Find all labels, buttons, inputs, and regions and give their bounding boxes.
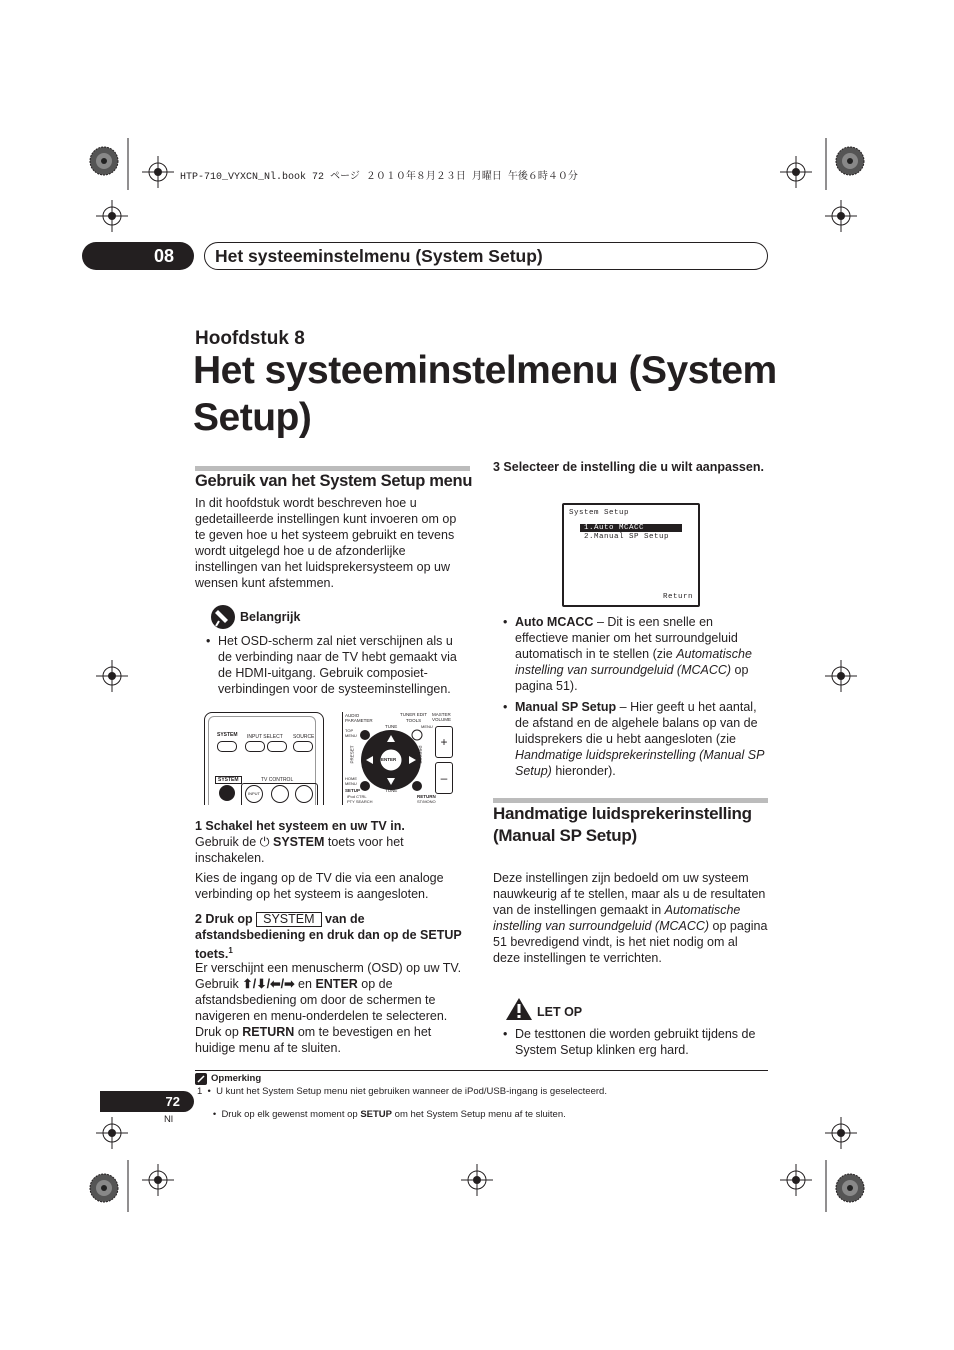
page-number-badge — [100, 1091, 194, 1112]
top-menu-label: TOP MENU — [345, 728, 357, 738]
important-label: Belangrijk — [240, 610, 301, 624]
chapter-label: Hoofdstuk 8 — [195, 328, 305, 349]
chapter-title: Het systeeminstelmenu (System Setup) — [215, 246, 543, 266]
chapter-title-box — [204, 242, 768, 270]
print-header: HTP-710_VYXCN_Nl.book 72 ページ ２０１０年８月２３日 月曜日 午後６時４０分 — [180, 172, 578, 183]
step-1-text-2: Kies de ingang op de TV die via een analoge verbinding op het systeem is aangesloten. — [195, 871, 444, 901]
section-rule — [195, 466, 470, 471]
section-2-heading: Handmatige luidsprekerinstelling (Manual SP Setup) — [493, 804, 752, 845]
note-2-b: om het System Setup menu af te sluiten. — [392, 1109, 566, 1120]
step-2-text-b: en — [294, 977, 316, 991]
step-1-system-key: SYSTEM — [273, 835, 325, 849]
page-title — [193, 347, 777, 441]
page-title-line-1: Het systeeminstelmenu (System — [193, 349, 777, 392]
osd-item-1-label: 1.Auto MCACC — [584, 524, 645, 532]
volume-minus-glyph: – — [440, 771, 448, 785]
st-mono-label: ST/MONO — [417, 799, 436, 804]
home-menu-label: HOME MENU — [345, 776, 357, 786]
input-select-button[interactable] — [245, 741, 265, 752]
enter-label: ENTER — [381, 757, 397, 762]
system-key-badge: SYSTEM — [256, 912, 321, 927]
chapter-number-badge — [82, 242, 194, 270]
master-volume-label: MASTER VOLUME — [432, 712, 452, 722]
caution-text: De testtonen die worden gebruikt tijdens de System Setup klinken erg hard. — [515, 1027, 756, 1057]
tune-label-bottom: TUNE — [385, 788, 398, 793]
remote-system-label: SYSTEM — [217, 732, 238, 738]
preset-label-left: PRESET — [349, 745, 355, 764]
note-1: 1 • U kunt het System Setup menu niet gebruiken wanneer de iPod/USB-ingang is geselecteerd. — [197, 1086, 607, 1097]
page-number: 72 — [165, 1094, 180, 1109]
bullet-1-ref: Automatische instelling van surroundgeluid (MCACC) — [515, 647, 752, 677]
step-2-title — [195, 911, 470, 962]
audio-parameter-label: AUDIO PARAMETER — [345, 713, 373, 723]
input-select-button-2[interactable] — [267, 741, 287, 752]
remote-input-select-label: INPUT SELECT — [247, 734, 283, 740]
ipod-ctrl-label: iPod CTRL — [347, 794, 367, 799]
remote-source-label: SOURCE — [293, 734, 315, 740]
step-2-title-a: 2 Druk op — [195, 912, 257, 926]
bullet-2-label: Manual SP Setup — [515, 700, 617, 714]
section-heading: Gebruik van het System Setup menu — [195, 472, 473, 490]
step-1-text-a: Gebruik de — [195, 835, 260, 849]
important-text: Het OSD-scherm zal niet verschijnen als u de verbinding naar de TV hebt gemaakt via de HDMI-uitgang. Gebruik composiet-verbindingen voor de systeeminstellingen. — [218, 634, 457, 696]
remote-illustration — [204, 712, 462, 805]
chapter-tab — [82, 242, 768, 270]
tv-input-button[interactable] — [245, 785, 263, 803]
osd-title: System Setup — [569, 509, 630, 517]
enter-key: ENTER — [315, 977, 358, 991]
note-label: Opmerking — [211, 1073, 262, 1084]
system-round-button[interactable] — [219, 785, 235, 801]
osd-item-auto-mcacc[interactable] — [580, 524, 682, 532]
section-2-text-a: Deze instellingen zijn bedoeld om uw systeem nauwkeurig af te stellen, maar als u de resultaten van de instellingen gemaakt in — [493, 871, 766, 917]
bullet-2-text-a: – Hier geeft u het aantal, de afstand en de algehele balans op van de luidsprekers die u hebt aangesloten (zie — [515, 700, 758, 746]
remote-left-body — [204, 712, 324, 805]
tools-label: TOOLS — [406, 718, 422, 723]
bullet-1-text-a: – Dit is een snelle en effectieve manier om het surroundgeluid automatisch in te stellen (zie — [515, 615, 738, 661]
source-button[interactable] — [293, 741, 313, 752]
bullet-auto-mcacc: • Auto MCACC – Dit is een snelle en effectieve manier om het surroundgeluid automatisch in te stellen (zie Automatische instelling van surroundgeluid (MCACC) op pagina 51). — [503, 615, 752, 693]
step-2-title-b: van de afstandsbediening en druk dan op de SETUP toets. — [195, 912, 462, 962]
tuner-edit-label: TUNER EDIT — [400, 712, 427, 717]
footnote-rule — [195, 1070, 768, 1071]
step-2-text-d: om te bevestigen en het huidige menu af te sluiten. — [195, 1025, 432, 1055]
caution-icon — [505, 997, 533, 1021]
power-icon: ⏻ — [259, 835, 273, 849]
section-intro: In dit hoofdstuk wordt beschreven hoe u gedetailleerde instellingen kunt invoeren om op te geven hoe u het systeem gebruikt en tevens wordt uitgelegd hoe u de afzonderlijke instellingen van het luidsprekersysteem op uw wensen kunt afstemmen. — [195, 496, 457, 590]
volume-plus-glyph: + — [440, 735, 448, 749]
return-key: RETURN — [242, 1025, 295, 1039]
important-icon — [210, 604, 236, 630]
note-icon — [195, 1073, 207, 1085]
note-2 — [197, 1098, 566, 1120]
section-2-text-b: op pagina 51 bevredigend vindt, is het niet nodig om al deze instellingen te verrichten. — [493, 919, 768, 965]
menu-label: MENU — [421, 724, 433, 729]
caution-bullet: • De testtonen die worden gebruikt tijdens de System Setup klinken erg hard. — [503, 1027, 756, 1057]
note-2-a: • Druk op elk gewenst moment op — [202, 1109, 361, 1120]
bullet-1-label: Auto MCACC — [515, 615, 594, 629]
step-2-text-c: op de afstandsbediening om door de schermen te navigeren en menu-onderdelen te selecteren. Druk op — [195, 977, 448, 1039]
remote-tv-control-label: TV CONTROL — [261, 777, 294, 783]
power-button[interactable] — [217, 741, 237, 752]
chapter-number: 08 — [153, 246, 174, 266]
section-2-ref: Automatische instelling van surroundgeluid (MCACC) — [493, 903, 741, 933]
remote-system-key-label: SYSTEM — [215, 776, 242, 784]
caution-label: LET OP — [537, 1005, 583, 1019]
step-1-text — [195, 834, 470, 866]
section-2-text — [493, 870, 768, 966]
note-2-setup-key: SETUP — [360, 1109, 393, 1120]
bullet-1-text-b: op pagina 51). — [515, 663, 749, 693]
bullet-manual-sp-setup: • Manual SP Setup – Hier geeft u het aantal, de afstand en de algehele balans op van de luidsprekers die u hebt aangesloten (zie Handmatige luidsprekerinstelling (Manual SP Setup) hieronder). — [503, 700, 764, 778]
osd-item-manual-sp-setup[interactable]: 2.Manual SP Setup — [584, 533, 670, 541]
step-3-title: 3 Selecteer de instelling die u wilt aanpassen. — [493, 460, 764, 474]
pty-search-label: PTY SEARCH — [347, 799, 373, 804]
step-1-text-b: toets voor het inschakelen. — [195, 835, 404, 865]
remote-right-body — [342, 712, 462, 805]
page-language: Nl — [164, 1114, 173, 1125]
osd-screen — [562, 503, 700, 607]
setup-label: SETUP — [345, 788, 361, 793]
tv-volume-button[interactable] — [295, 785, 313, 803]
arrow-keys: ⬆/⬇/⬅/➡ — [242, 977, 295, 991]
important-bullet: • Het OSD-scherm zal niet verschijnen als u de verbinding naar de TV hebt gemaakt via de HDMI-uitgang. Gebruik composiet-verbindingen voor de systeeminstellingen. — [206, 634, 457, 696]
page-title-line-2: Setup) — [193, 396, 312, 439]
footnote-ref: 1 — [228, 946, 233, 955]
step-2-text — [195, 960, 470, 1056]
bullet-2-text-b: hieronder). — [551, 764, 616, 778]
volume-down-button[interactable] — [435, 762, 453, 794]
step-2-text-a: Er verschijnt een menuscherm (OSD) op uw TV. Gebruik — [195, 961, 462, 991]
osd-return[interactable]: Return — [662, 593, 693, 601]
bullet-2-ref: Handmatige luidsprekerinstelling (Manual SP Setup) — [515, 748, 764, 778]
return-label: RETURN — [417, 794, 436, 799]
tune-label-top: TUNE — [385, 724, 398, 729]
step-1-title: 1 Schakel het systeem en uw TV in. — [195, 819, 405, 833]
preset-label-right: PRESET — [417, 745, 423, 764]
tv-power-button[interactable] — [271, 785, 289, 803]
tv-input-label: INPUT — [248, 791, 260, 796]
volume-up-button[interactable] — [435, 726, 453, 758]
